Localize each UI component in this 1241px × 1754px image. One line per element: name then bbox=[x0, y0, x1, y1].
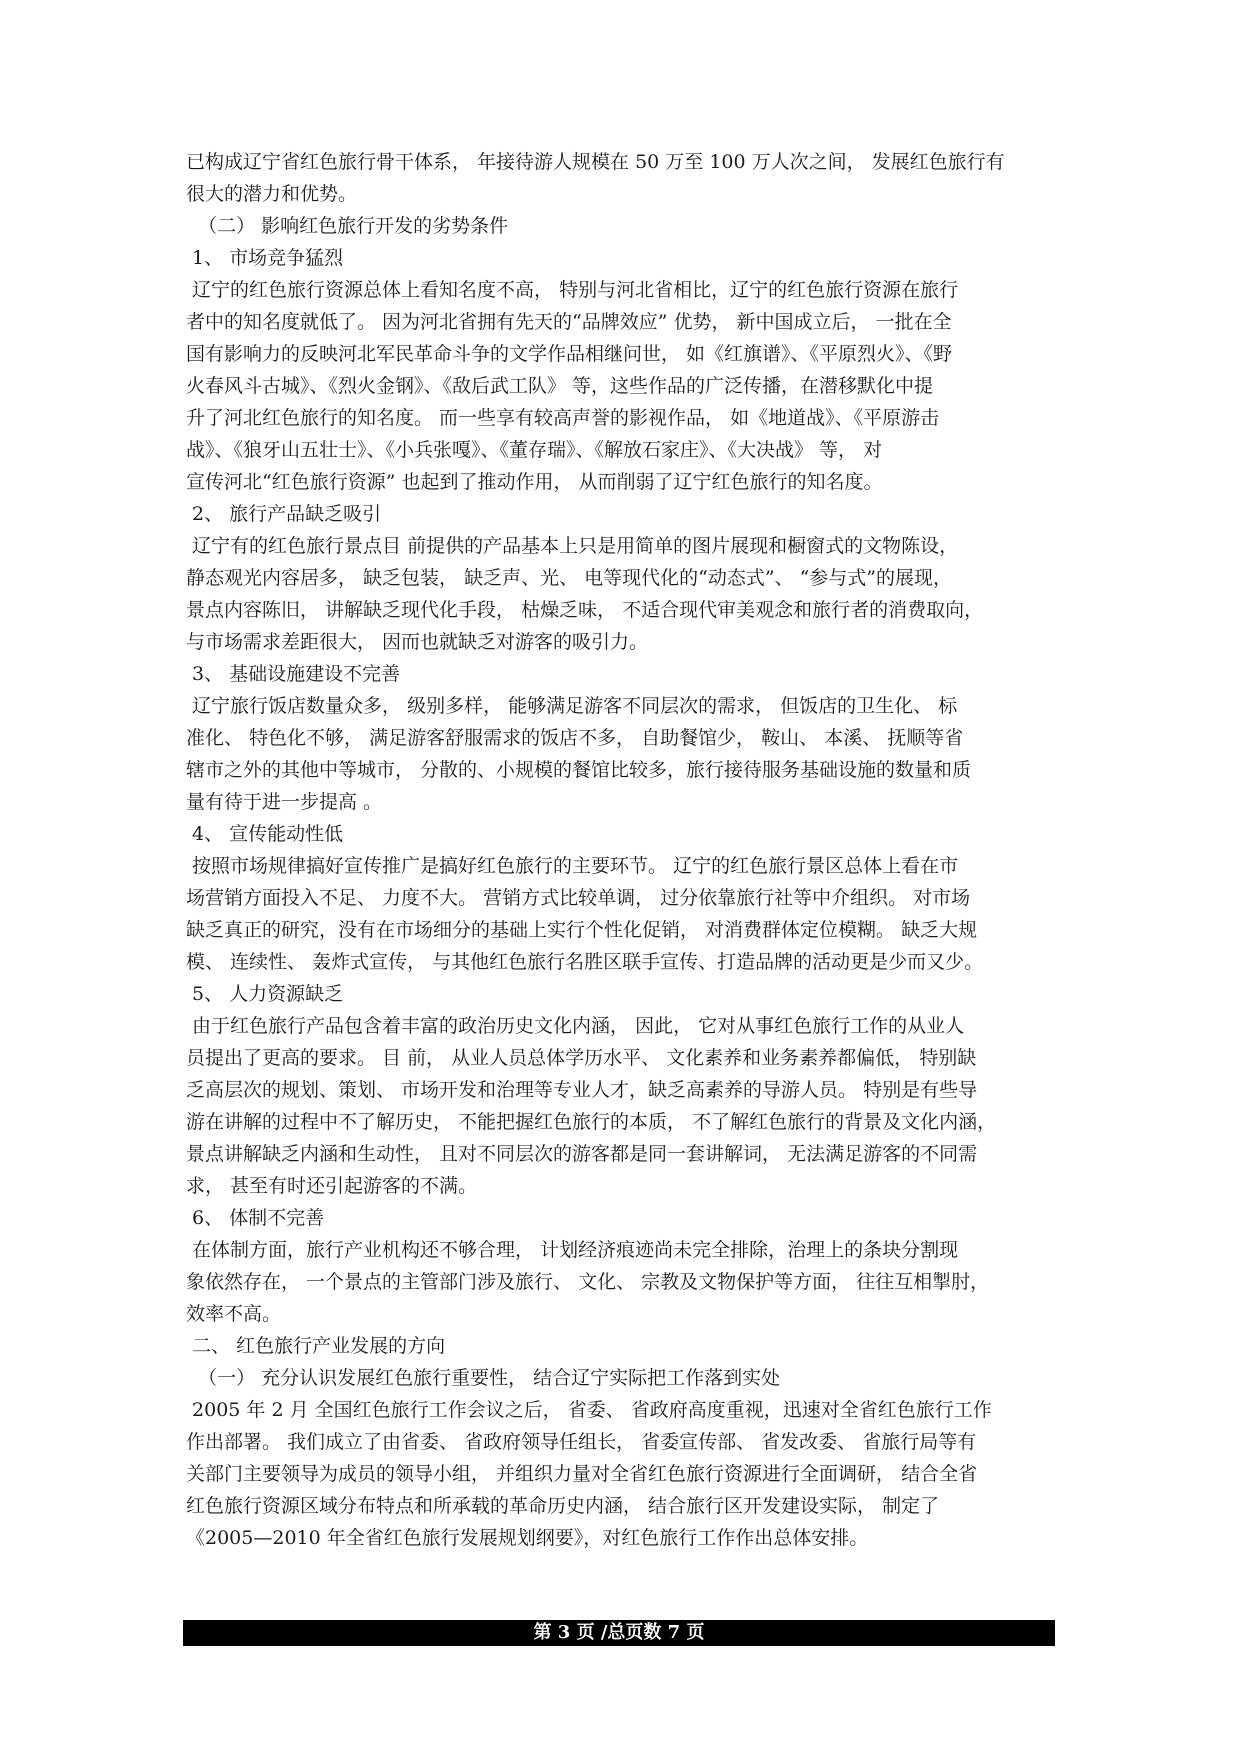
text-line: 宣传河北“红色旅行资源” 也起到了推动作用， 从而削弱了辽宁红色旅行的知名度。 bbox=[186, 471, 883, 493]
text-line: 火春风斗古城》、《烈火金钢》、《敌后武工队》 等，这些作品的广泛传播，在潜移默化中提 bbox=[186, 375, 934, 397]
text-line: 很大的潜力和优势。 bbox=[186, 183, 358, 205]
page-footer bbox=[183, 1620, 1055, 1646]
text-line: 者中的知名度就低了。 因为河北省拥有先天的“品牌效应” 优势， 新中国成立后， 一批在全 bbox=[186, 311, 952, 333]
text-line: （二） 影响红色旅行开发的劣势条件 bbox=[186, 215, 509, 237]
text-line: 景点内容陈旧， 讲解缺乏现代化手段， 枯燥乏味， 不适合现代审美观念和旅行者的消费取向， bbox=[186, 599, 984, 621]
text-line: 缺乏真正的研究，没有在市场细分的基础上实行个性化促销， 对消费群体定位模糊。 缺乏大规 bbox=[186, 919, 978, 941]
text-line: 关部门主要领导为成员的领导小组， 并组织力量对全省红色旅行资源进行全面调研， 结合全省 bbox=[186, 1463, 978, 1485]
text-line: （一） 充分认识发展红色旅行重要性， 结合辽宁实际把工作落到实处 bbox=[186, 1367, 781, 1389]
text-line: 效率不高。 bbox=[186, 1303, 282, 1325]
text-line: 辽宁旅行饭店数量众多， 级别多样， 能够满足游客不同层次的需求， 但饭店的卫生化、 标 bbox=[186, 695, 958, 717]
text-line: 象依然存在， 一个景点的主管部门涉及旅行、 文化、 宗教及文物保护等方面， 往往互相掣肘， bbox=[186, 1271, 990, 1293]
text-line: 按照市场规律搞好宣传推广是搞好红色旅行的主要环节。 辽宁的红色旅行景区总体上看在市 bbox=[186, 855, 959, 877]
text-line: 景点讲解缺乏内涵和生动性， 且对不同层次的游客都是同一套讲解词， 无法满足游客的不同需 bbox=[186, 1143, 978, 1165]
text-line: 辖市之外的其他中等城市， 分散的、小规模的餐馆比较多，旅行接待服务基础设施的数量和质 bbox=[186, 759, 972, 781]
text-line: 与市场需求差距很大， 因而也就缺乏对游客的吸引力。 bbox=[186, 631, 649, 653]
text-line: 国有影响力的反映河北军民革命斗争的文学作品相继问世， 如《红旗谱》、《平原烈火》、《野 bbox=[186, 343, 953, 365]
text-line: 2、 旅行产品缺乏吸引 bbox=[186, 503, 382, 525]
text-line: 已构成辽宁省红色旅行骨干体系， 年接待游人规模在 50 万至 100 万人次之间， 发展红色旅行有 bbox=[186, 151, 1005, 173]
page-number-indicator: 第 3 页 /总页数 7 页 bbox=[533, 1622, 705, 1643]
text-line: 场营销方面投入不足、 力度不大。 营销方式比较单调， 过分依靠旅行社等中介组织。 对市场 bbox=[186, 887, 971, 909]
text-line: 量有待于进一步提高 。 bbox=[186, 791, 383, 813]
text-line: 作出部署。 我们成立了由省委、 省政府领导任组长， 省委宣传部、 省发改委、 省旅行局等有 bbox=[186, 1431, 977, 1453]
text-line: 模、 连续性、 轰炸式宣传， 与其他红色旅行名胜区联手宣传、打造品牌的活动更是少而又少。 bbox=[186, 951, 984, 973]
document-body bbox=[186, 146, 1066, 1554]
text-line: 游在讲解的过程中不了解历史， 不能把握红色旅行的本质， 不了解红色旅行的背景及文化内涵， bbox=[186, 1111, 997, 1133]
text-line: 4、 宣传能动性低 bbox=[186, 823, 344, 845]
text-line: 3、 基础设施建设不完善 bbox=[186, 663, 401, 685]
text-line: 5、 人力资源缺乏 bbox=[186, 983, 344, 1005]
text-line: 乏高层次的规划、策划、 市场开发和治理等专业人才，缺乏高素养的导游人员。 特别是有些导 bbox=[186, 1079, 978, 1101]
text-line: 求， 甚至有时还引起游客的不满。 bbox=[186, 1175, 478, 1197]
text-line: 红色旅行资源区域分布特点和所承载的革命历史内涵， 结合旅行区开发建设实际， 制定了 bbox=[186, 1495, 940, 1517]
text-line: 在体制方面，旅行产业机构还不够合理， 计划经济痕迹尚未完全排除，治理上的条块分割现 bbox=[186, 1239, 959, 1261]
text-line: 战》、《狼牙山五壮士》、《小兵张嘎》、《董存瑞》、《解放石家庄》、《大决战》 等， 对 bbox=[186, 439, 883, 461]
text-line: 二、 红色旅行产业发展的方向 bbox=[186, 1335, 446, 1357]
text-line: 员提出了更高的要求。 目 前， 从业人员总体学历水平、 文化素养和业务素养都偏低， 特别缺 bbox=[186, 1047, 977, 1069]
text-line: 6、 体制不完善 bbox=[186, 1207, 325, 1229]
text-line: 1、 市场竞争猛烈 bbox=[186, 247, 344, 269]
text-line: 由于红色旅行产品包含着丰富的政治历史文化内涵， 因此， 它对从事红色旅行工作的从业人 bbox=[186, 1015, 965, 1037]
text-line: 2005 年 2 月 全国红色旅行工作会议之后， 省委、 省政府高度重视，迅速对全省红色旅行工作 bbox=[186, 1399, 992, 1421]
text-line: 准化、 特色化不够， 满足游客舒服需求的饭店不多， 自助餐馆少， 鞍山、 本溪、 抚顺等省 bbox=[186, 727, 964, 749]
text-line: 升了河北红色旅行的知名度。 而一些享有较高声誉的影视作品， 如《地道战》、《平原游击 bbox=[186, 407, 940, 429]
text-line: 《2005—2010 年全省红色旅行发展规划纲要》，对红色旅行工作作出总体安排。 bbox=[186, 1527, 869, 1549]
text-line: 辽宁的红色旅行资源总体上看知名度不高， 特别与河北省相比，辽宁的红色旅行资源在旅行 bbox=[186, 279, 959, 301]
text-line: 静态观光内容居多， 缺乏包装， 缺乏声、光、 电等现代化的“动态式”、 “参与式”的展现， bbox=[186, 567, 953, 589]
text-line: 辽宁有的红色旅行景点目 前提供的产品基本上只是用简单的图片展现和橱窗式的文物陈设， bbox=[186, 535, 959, 557]
